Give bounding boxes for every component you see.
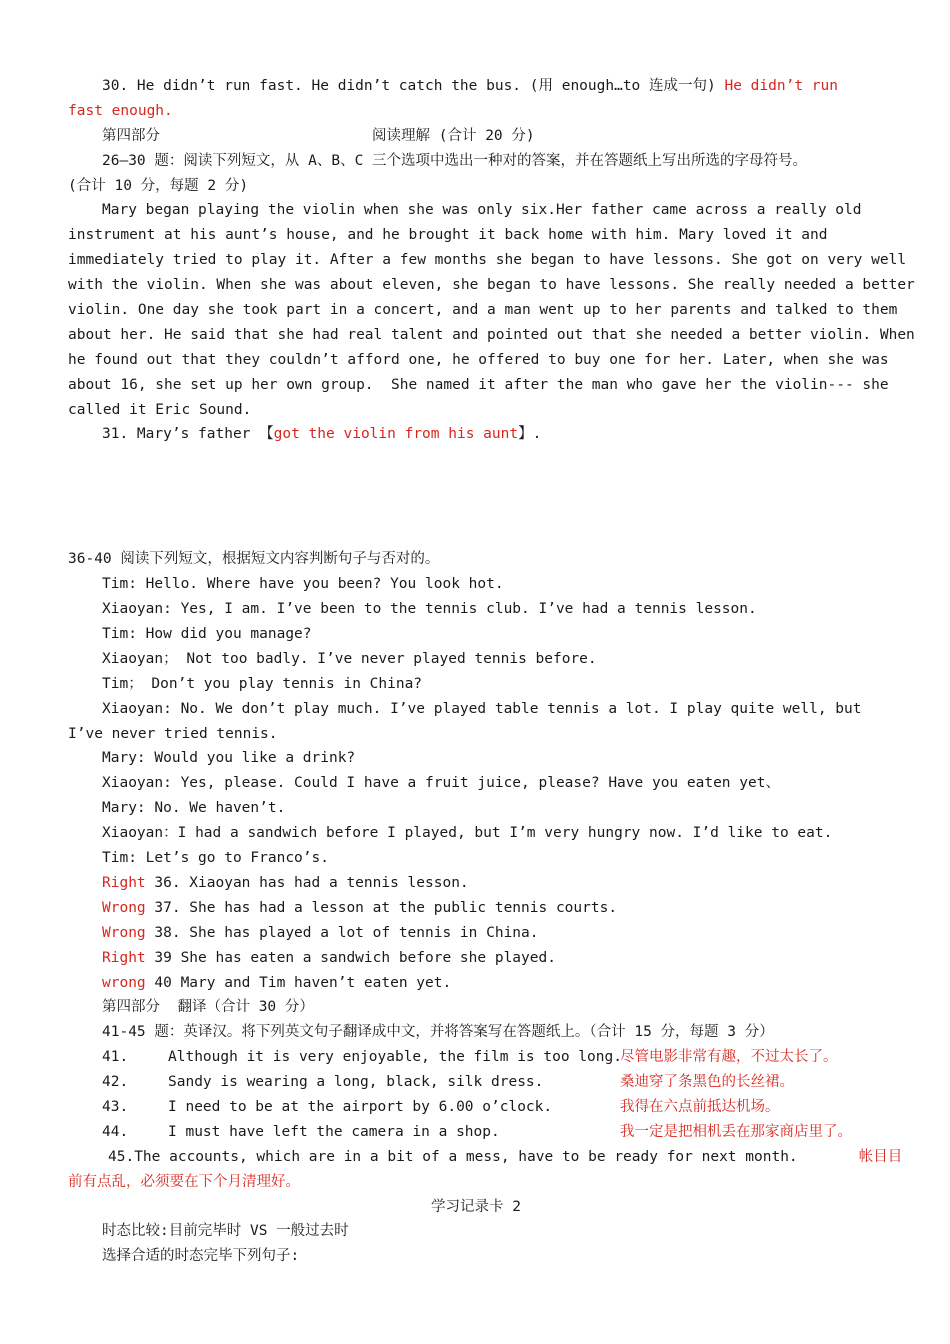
dialog-line: Tim: Let’s go to Franco’s. bbox=[102, 850, 329, 867]
section-part-label: 第四部分 bbox=[102, 127, 160, 144]
translation-43: 43. I need to be at the airport by 6.00 o’clock. 我得在六点前抵达机场。 bbox=[102, 1098, 780, 1115]
translation-42: 42. Sandy is wearing a long, black, silk dress. 桑迪穿了条黑色的长丝裙。 bbox=[102, 1074, 794, 1091]
translation-answer-45-part1: 帐目目 bbox=[858, 1148, 903, 1165]
translation-44: 44. I must have left the camera in a shop. 我一定是把相机丢在那家商店里了。 bbox=[102, 1123, 852, 1140]
dialog-line: Xiaoyan: Yes, please. Could I have a fruit juice, please? Have you eaten yet、 bbox=[102, 775, 780, 792]
reading-instruction: 26—30 题：阅读下列短文，从 A、B、C 三个选项中选出一种对的答案，并在答题纸上写出所选的字母符号。 bbox=[102, 152, 808, 169]
translation-answer: 我得在六点前抵达机场。 bbox=[620, 1098, 780, 1115]
passage-line: Mary began playing the violin when she was only six.Her father came across a really old bbox=[102, 202, 862, 219]
passage-line: violin. One day she took part in a concert, and a man went up to her parents and talked to them bbox=[68, 302, 898, 319]
judgment-36: Right 36. Xiaoyan has had a tennis lesson. bbox=[102, 874, 469, 891]
judgment-39: Right 39 She has eaten a sandwich before she played. bbox=[102, 949, 556, 966]
question-30: 30. He didn’t run fast. He didn’t catch the bus. (用 enough…to 连成一句) He didn’t run bbox=[102, 78, 838, 94]
passage-line: about her. He said that she had real talent and pointed out that she needed a better violin. When bbox=[68, 326, 915, 343]
translation-answer: 我一定是把相机丢在那家商店里了。 bbox=[620, 1123, 852, 1140]
answer-30-part2: fast enough. bbox=[68, 102, 173, 119]
dialog-line: Tim: How did you manage? bbox=[102, 626, 312, 643]
judgment-answer: Wrong bbox=[102, 899, 146, 916]
answer-31: got the violin from his aunt bbox=[273, 426, 519, 443]
judgment-40: wrong 40 Mary and Tim haven’t eaten yet. bbox=[102, 974, 452, 991]
judgment-answer: Wrong bbox=[102, 924, 146, 941]
dialog-line: Tim； Don’t you play tennis in China? bbox=[102, 675, 423, 692]
translation-45: 45.The accounts, which are in a bit of a mess, have to be ready for next month. 帐目目 bbox=[108, 1148, 903, 1165]
translation-answer: 尽管电影非常有趣，不过太长了。 bbox=[620, 1049, 838, 1066]
dialog-line: Xiaoyan: Yes, I am. I’ve been to the tennis club. I’ve had a tennis lesson. bbox=[102, 601, 757, 618]
passage-line: about 16, she set up her own group. She named it after the man who gave her the violin--- she bbox=[68, 376, 889, 393]
translation-answer-45-part2: 前有点乱，必须要在下个月清理好。 bbox=[68, 1173, 300, 1190]
judgment-37: Wrong 37. She has had a lesson at the public tennis courts. bbox=[102, 899, 618, 916]
dialog-line: Mary: No. We haven’t. bbox=[102, 800, 286, 817]
tense-comparison: 时态比较:目前完毕时 VS 一般过去时 bbox=[102, 1223, 349, 1240]
translation-answer: 桑迪穿了条黑色的长丝裙。 bbox=[620, 1074, 794, 1091]
dialog-line: Mary: Would you like a drink? bbox=[102, 750, 356, 767]
dialog-line-cont: I’ve never tried tennis. bbox=[68, 725, 278, 742]
judgment-answer: Right bbox=[102, 949, 146, 966]
tense-instruction: 选择合适的时态完毕下列句子: bbox=[102, 1248, 300, 1265]
passage-line: immediately tried to play it. After a few months she began to have lessons. She got on very well bbox=[68, 252, 907, 269]
section-reading-heading bbox=[68, 124, 884, 149]
section-title: 阅读理解 (合计 20 分) bbox=[372, 127, 535, 144]
judgment-38: Wrong 38. She has played a lot of tennis in China. bbox=[102, 924, 539, 941]
dialog-instruction: 36-40 阅读下列短文，根据短文内容判断句子与否对的。 bbox=[68, 551, 440, 568]
judgment-answer: Right bbox=[102, 874, 146, 891]
reading-instruction-cont: (合计 10 分，每题 2 分) bbox=[68, 177, 249, 194]
dialog-line: Xiaoyan； Not too badly. I’ve never played tennis before. bbox=[102, 650, 597, 667]
translation-41: 41. Although it is very enjoyable, the film is too long.尽管电影非常有趣，不过太长了。 bbox=[102, 1049, 838, 1066]
translation-instruction: 41-45 题：英译汉。将下列英文句子翻译成中文，并将答案写在答题纸上。（合计 15 分，每题 3 分） bbox=[102, 1024, 774, 1041]
dialog-line: Tim: Hello. Where have you been? You look hot. bbox=[102, 576, 504, 593]
judgment-answer: wrong bbox=[102, 974, 146, 991]
card-title: 学习记录卡 2 bbox=[431, 1198, 521, 1215]
passage-line: called it Eric Sound. bbox=[68, 401, 252, 418]
dialog-line: Xiaoyan: No. We don’t play much. I’ve played table tennis a lot. I play quite well, but bbox=[102, 700, 862, 717]
passage-line: instrument at his aunt’s house, and he brought it back home with him. Mary loved it and bbox=[68, 227, 828, 244]
passage-line: he found out that they couldn’t afford one, he offered to buy one for her. Later, when she was bbox=[68, 351, 889, 368]
blank-space bbox=[68, 447, 884, 547]
question-31: 31. Mary’s father 【got the violin from his aunt】. bbox=[102, 426, 542, 443]
answer-30-part1: He didn’t run bbox=[724, 78, 838, 94]
dialog-line: Xiaoyan：I had a sandwich before I played, but I’m very hungry now. I’d like to eat. bbox=[102, 825, 833, 842]
section-translation-heading: 第四部分 翻译（合计 30 分） bbox=[102, 999, 314, 1016]
passage-line: with the violin. When she was about eleven, she began to have lessons. She really needed a better bbox=[68, 277, 915, 294]
document-page bbox=[68, 74, 915, 1269]
